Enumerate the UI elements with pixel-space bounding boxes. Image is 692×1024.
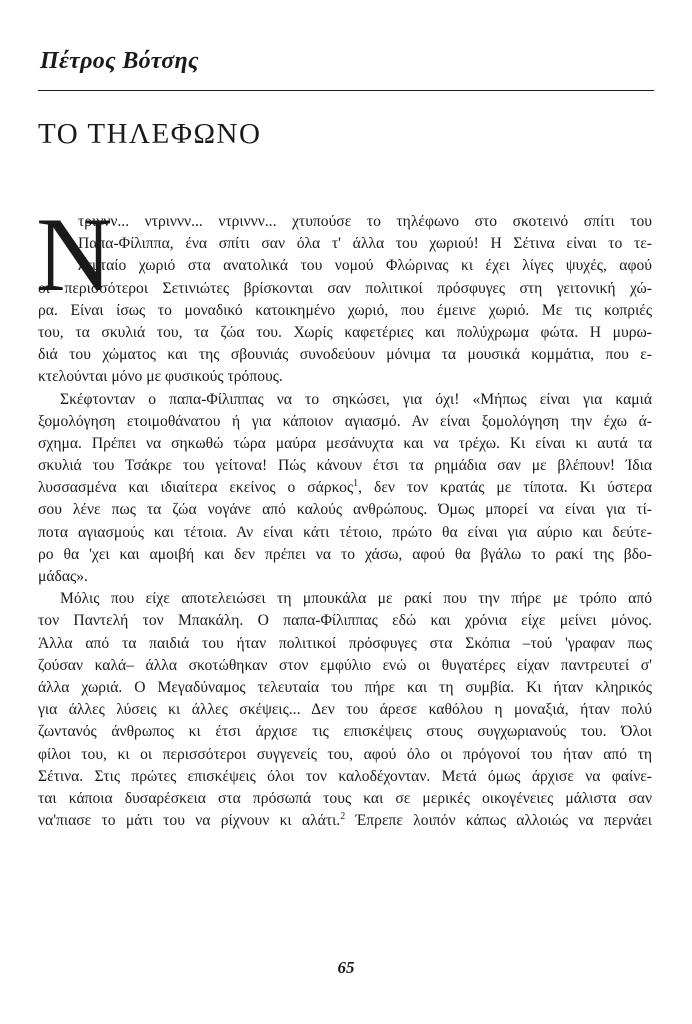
text-fragment: λυσσασμένα και ιδιαίτερα εκείνος ο σάρκος: [38, 479, 354, 497]
text-line: Άλλα από τα παιδιά του ήταν πολιτικοί πρόσφυγες στα Σκόπια –τού 'γραφαν πως: [38, 634, 652, 652]
text-line-with-footnote: [38, 810, 652, 832]
author-name: Πέτρος Βότσης: [40, 48, 199, 74]
text-line: διά του χώματος και της σβουνιάς συνοδεύουν μόνιμα τα μουσικά κομμάτια, που ε-: [38, 346, 652, 364]
text-line: τον Παντελή τον Μπακάλη. Ο παπα-Φίλιππας εδώ και χρόνια είχε μείνει μόνος.: [38, 612, 652, 630]
text-line: ρο θα 'χει και αμοιβή και δεν πρέπει να το χάσω, αφού θα βγάλω το ρακί της βδο-: [38, 545, 652, 563]
chapter-title: ΤΟ ΤΗΛΕΦΩΝΟ: [38, 118, 262, 150]
text-line: ρα. Είναι ίσως το μοναδικό κατοικημένο χωριό, που έμεινε χωριό. Με τις κοπριές: [38, 301, 652, 319]
text-line: λευταίο χωριό στα ανατολικά του νομού Φλώρινας κι έχει λίγες ψυχές, αφού: [78, 257, 652, 275]
text-fragment: , δεν τον κρατάς με τίποτα. Κι ύστερα: [358, 479, 652, 497]
text-line: τριννν... ντριννν... ντριννν... χτυπούσε το τηλέφωνο στο σκοτεινό σπίτι του: [78, 213, 652, 230]
text-line: φίλοι του, κι οι περισσότεροι συγγενείς του, αφού όλο οι πρόγονοί του ήταν από τη: [38, 745, 652, 763]
text-line: Σκέφτονταν ο παπα-Φίλιππας να το σηκώσει, για όχι! «Μήπως είναι για καμιά: [60, 390, 652, 408]
text-line-with-footnote: [38, 477, 652, 499]
text-fragment: Έπρεπε λοιπόν κάπως αλλοιώς να περνάει: [355, 812, 652, 830]
body-text: [38, 211, 652, 832]
footnote-marker: 1: [353, 478, 359, 490]
text-line: για άλλες λύσεις κι άλλες σκέψεις... Δεν του άρεσε καθόλου η μοναξιά, ήταν πολύ: [38, 701, 652, 719]
text-line: σου λένε πως τα ζώα νογάνε από καλούς ανθρώπους. Όμως μπορεί να είναι για τί-: [38, 501, 652, 519]
text-line: του, τα σκυλιά του, τα ζώα του. Χωρίς καφετέριες και πολύχρωμα φώτα. Η μυρω-: [38, 323, 652, 341]
drop-cap: Ν: [36, 196, 113, 313]
text-line: ζωντανός άνθρωπος κι έτσι άρχισε τις επισκέψεις στους συγχωριανούς του. Όλοι: [38, 723, 652, 741]
text-line: κτελούνται μόνο με φυσικούς τρόπους.: [38, 368, 283, 386]
text-line: ξομολόγηση ετοιμοθάνατου ή για κάποιον αγιασμό. Αν είναι ξομολόγηση την έχω ά-: [38, 412, 652, 430]
text-line: ται κάποια δυσαρέσκεια στα πρόσωπά τους και σε μερικές οικογένειες μάλιστα σαν: [38, 789, 652, 807]
text-line: ποτα αγιασμούς και τέτοια. Αν είναι κάτι τέτοιο, πρώτο θα είναι για αύριο και δεύτε-: [38, 523, 652, 541]
header-rule: [38, 90, 654, 91]
text-line: Μόλις που είχε αποτελειώσει τη μπουκάλα με ρακί που την πήρε με τρόπο από: [60, 590, 652, 608]
text-line: Σέτινα. Στις πρώτες επισκέψεις όλοι τον καλοδέχονταν. Μετά όμως άρχισε να φαίνε-: [38, 767, 652, 785]
text-line: σχημα. Πρέπει να σηκωθώ τώρα μαύρα μεσάνυχτα και να τρέχω. Κι είναι κι αυτά τα: [38, 434, 652, 452]
text-line: ζούσαν καλά– άλλα σκοτώθηκαν στον εμφύλιο ενώ οι θυγατέρες είχαν παντρευτεί σ': [38, 656, 652, 674]
footnote-marker: 2: [340, 810, 346, 822]
page-number: 65: [337, 958, 355, 977]
text-line: άλλα χωριά. Ο Μεγαδύναμος τελευταία του πήρε και τη συμβία. Κι ήταν κληρικός: [38, 678, 652, 696]
text-line: σκυλιά του Τσάκρε του γείτονα! Πώς κάνουν έτσι τα ρημάδια σαν με βλέπουν! Ίδια: [38, 457, 652, 475]
text-line: μάδας».: [38, 568, 88, 585]
text-fragment: να'πιασε το μάτι του να ρίχνουν κι αλάτι.: [38, 812, 341, 830]
text-line: οι περισσότεροι Σετινιώτες βρίσκονται σαν πολιτικοί πρόσφυγες στη γειτονική χώ-: [38, 279, 652, 297]
text-line: Παπα-Φίλιππα, ένα σπίτι σαν όλα τ' άλλα του χωριού! Η Σέτινα είναι το τε-: [78, 235, 652, 253]
